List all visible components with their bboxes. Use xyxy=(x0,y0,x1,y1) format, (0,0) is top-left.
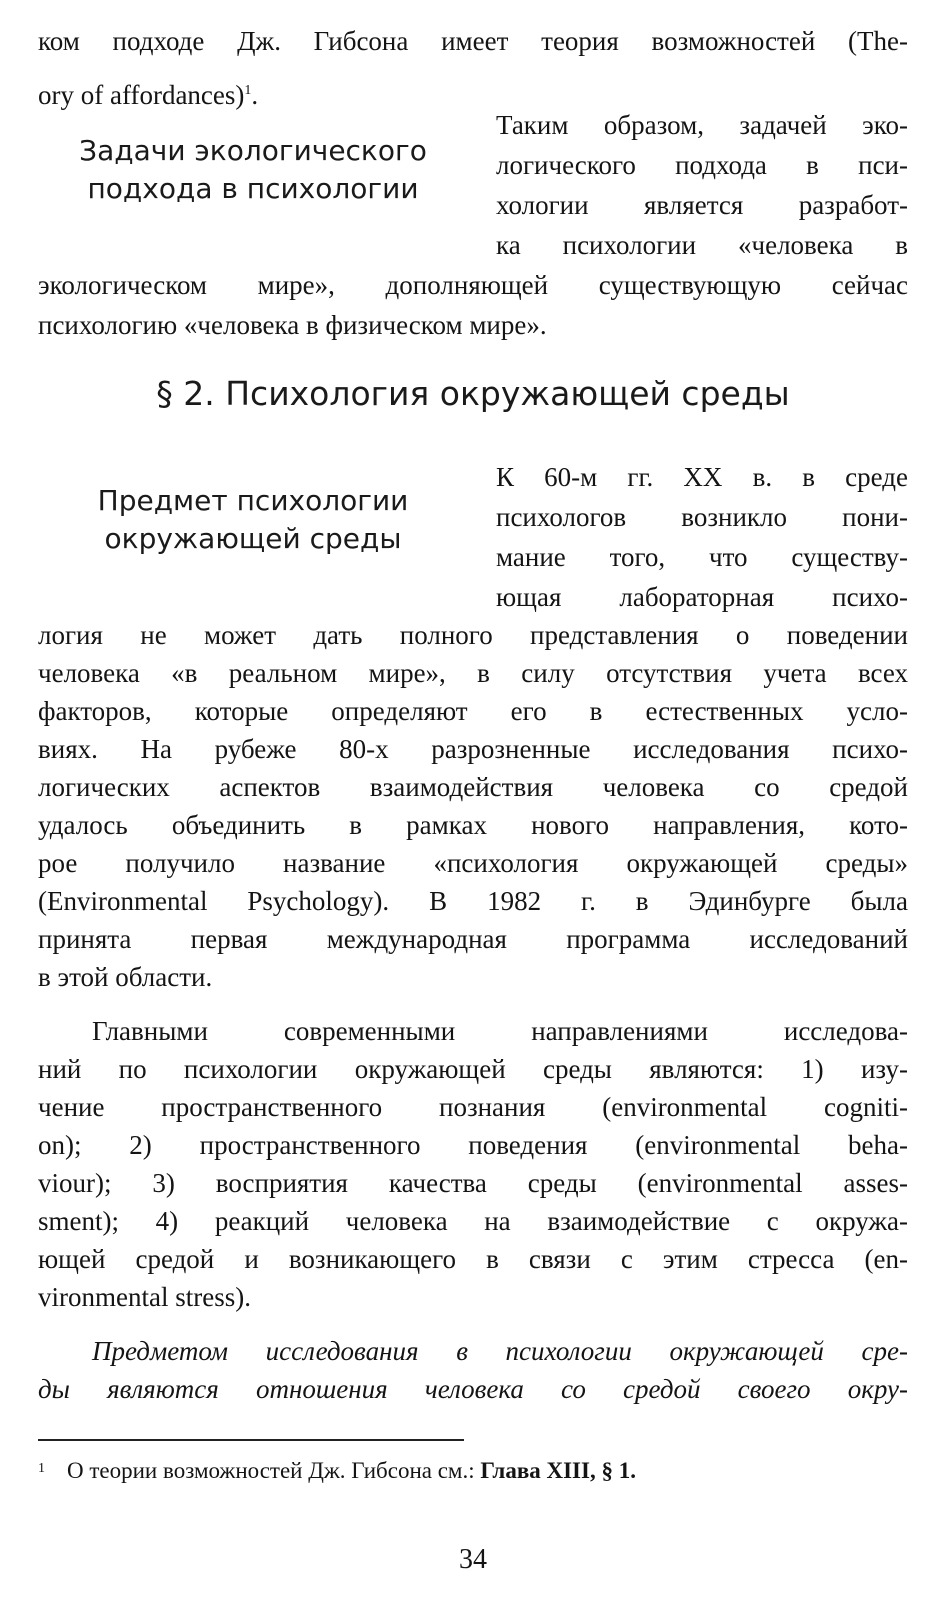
text-line: психологов возникло пони- xyxy=(496,502,908,532)
text-line: sment); 4) реакций человека на взаимодействие с окружа- xyxy=(38,1206,908,1236)
text-line: рое получило название «психология окружающей среды» xyxy=(38,848,908,878)
text-line: ющей средой и возникающего в связи с этим стресса (en- xyxy=(38,1244,908,1274)
text-line: viour); 3) восприятия качества среды (environmental asses- xyxy=(38,1168,908,1198)
text-line: логия не может дать полного представления о поведении xyxy=(38,620,908,650)
text-line: Таким образом, задачей эко- xyxy=(496,110,908,140)
text-line-italic: Предметом исследования в психологии окружающей сре- xyxy=(92,1336,908,1366)
footnote: $^1$ О теории возможностей Дж. Гибсона см.: Глава XIII, § 1. xyxy=(38,1458,636,1483)
text-line: ний по психологии окружающей среды являются: 1) изу- xyxy=(38,1054,908,1084)
text-line: мание того, что существу- xyxy=(496,542,908,572)
footnote-ref[interactable]: 1 xyxy=(244,83,252,98)
text-line: vironmental stress). xyxy=(38,1282,251,1312)
text-line: удалось объединить в рамках нового направления, кото- xyxy=(38,810,908,840)
section-title: § 2. Психология окружающей среды xyxy=(156,374,790,413)
text-line: человека «в реальном мире», в силу отсутствия учета всех xyxy=(38,658,908,688)
side-heading-subject: Предмет психологии окружающей среды xyxy=(97,484,409,555)
text-line: принята первая международная программа исследований xyxy=(38,924,908,954)
text-line: Главными современными направлениями исследова- xyxy=(92,1016,908,1046)
footnote-divider xyxy=(38,1439,464,1441)
text-line: в этой области. xyxy=(38,962,213,992)
text-line: (Environmental Psychology). В 1982 г. в Эдинбурге была xyxy=(38,886,908,916)
text-line: виях. На рубеже 80-х разрозненные исследования психо- xyxy=(38,734,908,764)
page-number: 34 xyxy=(459,1544,487,1575)
text-line: факторов, которые определяют его в естественных усло- xyxy=(38,696,908,726)
text-line: on); 2) пространственного поведения (environmental beha- xyxy=(38,1130,908,1160)
text-line: психологию «человека в физическом мире». xyxy=(38,310,547,340)
text-line: чение пространственного познания (environmental cogniti- xyxy=(38,1092,908,1122)
text-line: ory of affordances)$^1$. xyxy=(38,80,259,110)
text-line-italic: ды являются отношения человека со средой своего окру- xyxy=(38,1374,908,1404)
text-line: К 60-м гг. XX в. в среде xyxy=(496,462,908,492)
text-line: экологическом мире», дополняющей существующую сейчас xyxy=(38,270,908,300)
side-heading-ecological-tasks: Задачи экологического подхода в психологии xyxy=(79,134,427,205)
text-line: хологии является разработ- xyxy=(496,190,908,220)
text-line: логических аспектов взаимодействия человека со средой xyxy=(38,772,908,802)
text-line: ющая лабораторная психо- xyxy=(496,582,908,612)
text-line: ком подходе Дж. Гибсона имеет теория возможностей (The- xyxy=(38,26,908,56)
text-line: ка психологии «человека в xyxy=(496,230,908,260)
footnote-marker: 1 xyxy=(38,1461,45,1476)
text-line: логического подхода в пси- xyxy=(496,150,908,180)
